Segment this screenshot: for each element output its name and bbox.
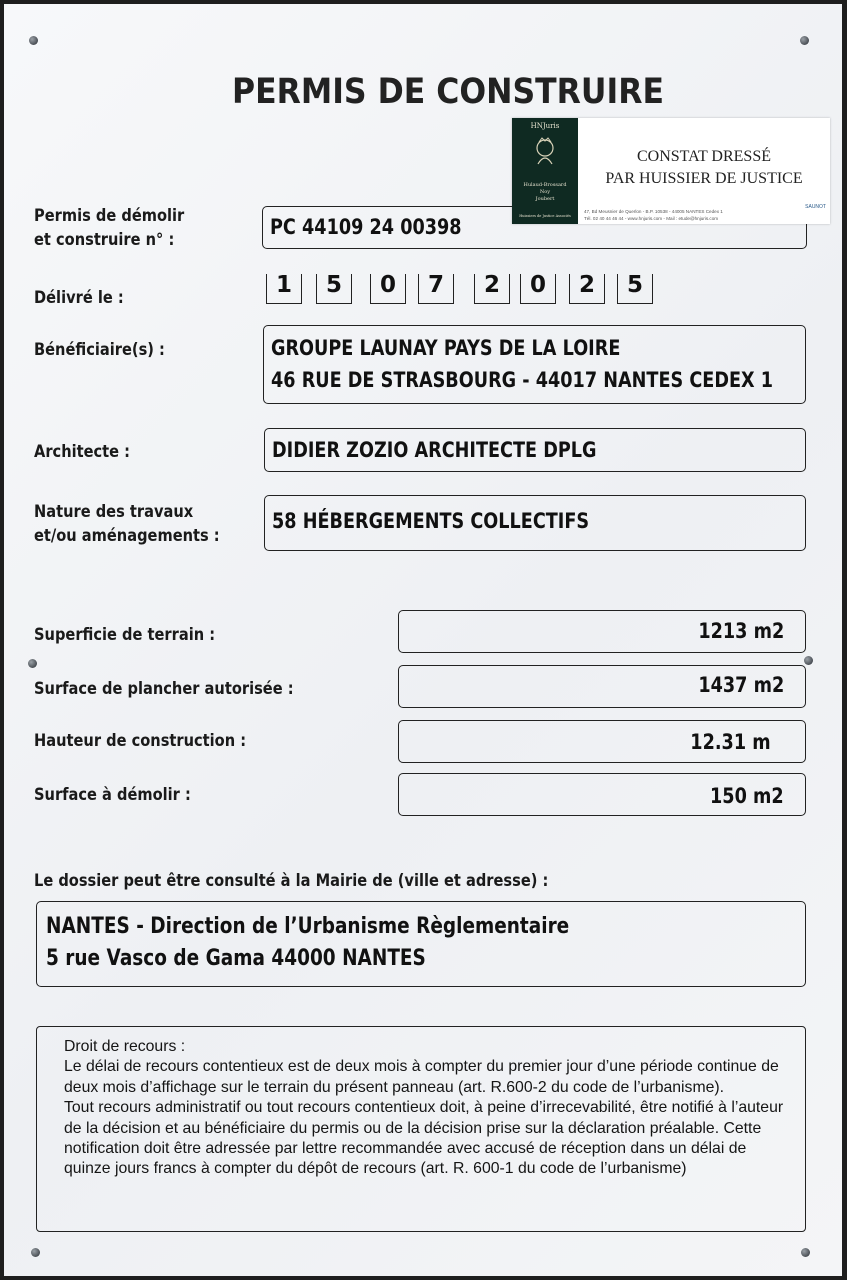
recours-text	[64, 1037, 794, 1180]
date-digit-box: 2	[569, 274, 605, 304]
works-value: 58 HÉBERGEMENTS COLLECTIFS	[272, 509, 590, 533]
permit-number-value: PC 44109 24 00398	[270, 215, 462, 239]
height-value: 12.31 m	[690, 730, 771, 754]
land-area-value: 1213 m2	[698, 619, 784, 643]
date-digit-box: 7	[418, 274, 454, 304]
date-digit-box: 2	[474, 274, 510, 304]
marianne-emblem-icon	[530, 136, 560, 166]
land-area-label: Superficie de terrain :	[34, 625, 216, 645]
demolition-area-label: Surface à démolir :	[34, 785, 191, 805]
date-digit-box: 1	[266, 274, 302, 304]
date-digit-box: 0	[520, 274, 556, 304]
bailiff-contact: 47, Bd Meusnier de Querlon - B.P. 10538 - 44005 NANTES Cedex 1 Tél. 02 40 44 46 44 - www.hnjuris.com - Mail : etude@hnjuris.com	[584, 209, 723, 221]
middle-right-screw	[804, 656, 813, 665]
height-label: Hauteur de construction :	[34, 731, 247, 751]
works-label: Nature des travaux et/ou aménagements :	[34, 502, 220, 546]
middle-left-screw	[28, 659, 37, 668]
beneficiary-label: Bénéficiaire(s) :	[34, 340, 165, 360]
recours-heading: Droit de recours :	[64, 1038, 186, 1055]
bottom-left-screw	[31, 1248, 40, 1257]
date-digit-box: 5	[316, 274, 352, 304]
beneficiary-line-2: 46 RUE DE STRASBOURG - 44017 NANTES CEDEX 1	[271, 368, 774, 392]
recours-paragraph-2: Tout recours administratif ou tout recours contentieux doit, à peine d’irrecevabilité, être notifié à l’auteur de la décision et au bénéficiaire du permis ou de la décision prise sur la déclaration préalable. Cette notification doit être adressée par lettre recommandée avec accusé de réception dans un délai de quinze jours francs à compter du dépôt de recours (art. R. 600-1 du code de l’urbanisme)	[64, 1099, 784, 1178]
architect-value: DIDIER ZOZIO ARCHITECTE DPLG	[272, 438, 597, 462]
bailiff-stamp-text: CONSTAT DRESSÉ PAR HUISSIER DE JUSTICE	[605, 148, 803, 187]
permit-number-label: Permis de démolir et construire n° :	[34, 206, 185, 250]
bottom-right-screw	[801, 1248, 810, 1257]
top-left-screw	[29, 36, 38, 45]
top-right-screw	[800, 36, 809, 45]
sign-title: PERMIS DE CONSTRUIRE	[232, 72, 664, 112]
beneficiary-line-1: GROUPE LAUNAY PAYS DE LA LOIRE	[271, 336, 621, 360]
architect-label: Architecte :	[34, 442, 131, 462]
stamp-mark: SAUNOT	[805, 204, 826, 210]
demolition-area-value: 150 m2	[710, 784, 784, 808]
bailiff-logo: HNJuris Hulaud-Brossard Noy Joubert Huissiers de Justice Associés	[512, 118, 578, 224]
floor-area-value: 1437 m2	[698, 673, 784, 697]
dossier-label: Le dossier peut être consulté à la Mairie de (ville et adresse) :	[34, 871, 549, 891]
dossier-line-1: NANTES - Direction de l’Urbanisme Règlementaire	[46, 914, 570, 939]
date-digit-box: 0	[370, 274, 406, 304]
dossier-line-2: 5 rue Vasco de Gama 44000 NANTES	[46, 946, 426, 971]
bailiff-stamp	[512, 118, 830, 224]
recours-paragraph-1: Le délai de recours contentieux est de deux mois à compter du premier jour d’une période continue de deux mois d’affichage sur le terrain du présent panneau (art. R.600-2 du code de l’urbanisme).	[64, 1058, 779, 1096]
floor-area-label: Surface de plancher autorisée :	[34, 679, 294, 699]
date-digit-box: 5	[617, 274, 653, 304]
delivered-label: Délivré le :	[34, 288, 124, 308]
